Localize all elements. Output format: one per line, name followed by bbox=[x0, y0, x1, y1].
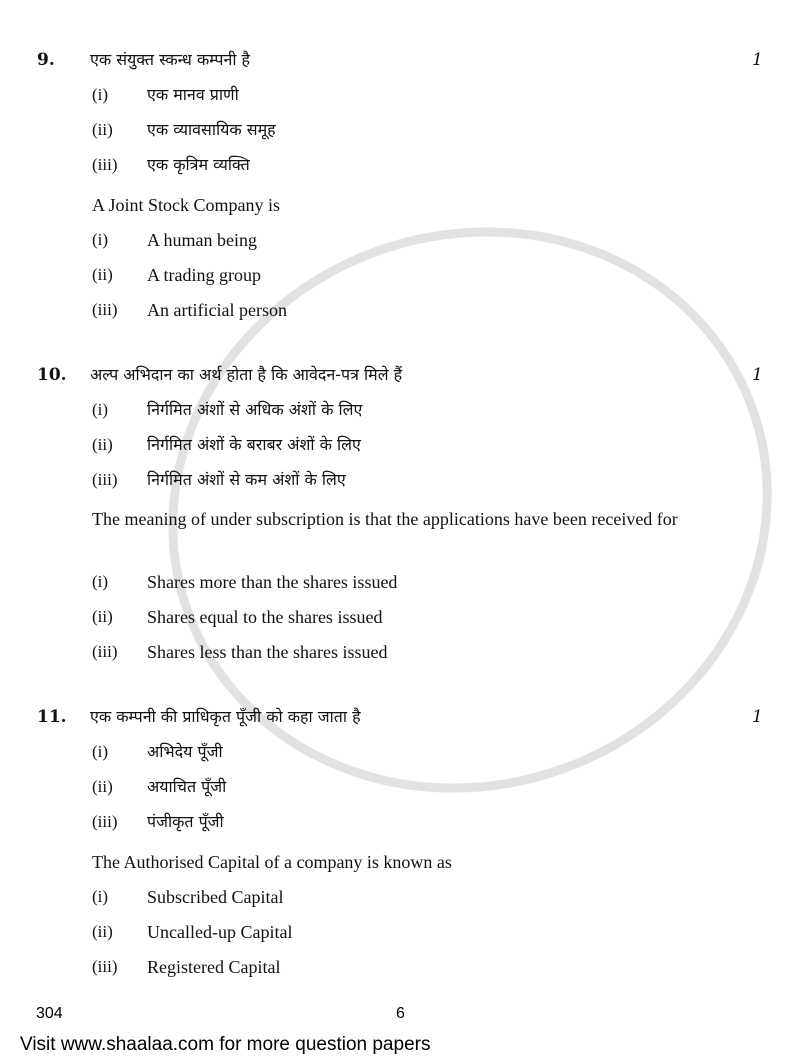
question-number: 11. bbox=[37, 707, 67, 727]
option-label: (ii) bbox=[92, 777, 113, 796]
option-label: (i) bbox=[92, 887, 109, 906]
option-label: (i) bbox=[92, 572, 109, 591]
visit-link[interactable]: Visit www.shaalaa.com for more question papers bbox=[20, 1034, 431, 1055]
option-label: (i) bbox=[92, 230, 109, 249]
question-marks: 1 bbox=[752, 707, 763, 727]
english-option: Uncalled-up Capital bbox=[147, 922, 293, 942]
option-label: (ii) bbox=[92, 120, 113, 139]
english-option: A human being bbox=[147, 230, 257, 250]
question-marks: 1 bbox=[752, 50, 763, 70]
option-label: (iii) bbox=[92, 957, 118, 976]
hindi-option: एक मानव प्राणी bbox=[147, 85, 239, 104]
english-option: A trading group bbox=[147, 265, 261, 285]
option-label: (iii) bbox=[92, 470, 118, 489]
hindi-option: अभिदेय पूँजी bbox=[147, 742, 223, 761]
page-number: 6 bbox=[396, 1005, 405, 1022]
english-question-text: A Joint Stock Company is bbox=[92, 195, 281, 215]
option-label: (ii) bbox=[92, 435, 113, 454]
option-label: (ii) bbox=[92, 265, 113, 284]
option-label: (iii) bbox=[92, 155, 118, 174]
question-number: 10. bbox=[37, 365, 67, 385]
english-option: Subscribed Capital bbox=[147, 887, 284, 907]
hindi-option: पंजीकृत पूँजी bbox=[147, 812, 224, 831]
option-label: (iii) bbox=[92, 642, 118, 661]
english-option: Shares equal to the shares issued bbox=[147, 607, 383, 627]
english-option: Shares less than the shares issued bbox=[147, 642, 388, 662]
option-label: (ii) bbox=[92, 607, 113, 626]
hindi-option: निर्गमित अंशों से कम अंशों के लिए bbox=[147, 470, 346, 489]
paper-code: 304 bbox=[36, 1005, 63, 1022]
hindi-option: अयाचित पूँजी bbox=[147, 777, 227, 796]
hindi-option: निर्गमित अंशों के बराबर अंशों के लिए bbox=[147, 435, 361, 454]
english-option: An artificial person bbox=[147, 300, 287, 320]
option-label: (i) bbox=[92, 85, 109, 104]
hindi-question-text: अल्प अभिदान का अर्थ होता है कि आवेदन-पत्र मिले हैं bbox=[90, 365, 403, 384]
option-label: (iii) bbox=[92, 300, 118, 319]
hindi-question-text: एक कम्पनी की प्राधिकृत पूँजी को कहा जाता है bbox=[90, 707, 361, 726]
option-label: (i) bbox=[92, 742, 109, 761]
question-marks: 1 bbox=[752, 365, 763, 385]
english-option: Registered Capital bbox=[147, 957, 281, 977]
english-question-text: The Authorised Capital of a company is known as bbox=[92, 852, 452, 872]
option-label: (i) bbox=[92, 400, 109, 419]
option-label: (ii) bbox=[92, 922, 113, 941]
hindi-option: एक कृत्रिम व्यक्ति bbox=[147, 155, 250, 174]
hindi-question-text: एक संयुक्त स्कन्ध कम्पनी है bbox=[90, 50, 251, 69]
english-option: Shares more than the shares issued bbox=[147, 572, 398, 592]
english-question-text: The meaning of under subscription is that the applications have been received for bbox=[92, 509, 678, 529]
hindi-option: निर्गमित अंशों से अधिक अंशों के लिए bbox=[147, 400, 363, 419]
question-number: 9. bbox=[37, 50, 55, 70]
hindi-option: एक व्यावसायिक समूह bbox=[147, 120, 276, 139]
option-label: (iii) bbox=[92, 812, 118, 831]
